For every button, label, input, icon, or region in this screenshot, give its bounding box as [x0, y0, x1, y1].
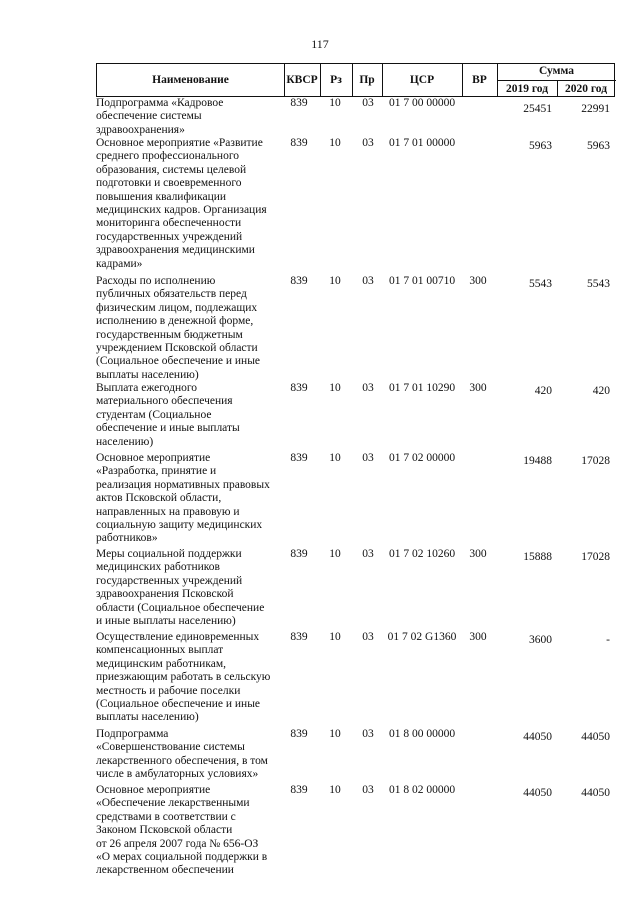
row-sum-2020: 44050 — [581, 787, 610, 799]
row-csr: 01 8 02 00000 — [388, 784, 456, 796]
row-vr: 300 — [469, 275, 487, 287]
row-sum-2020: - — [606, 634, 610, 646]
row-name: Основное мероприятие «Развитие среднего профессионального образования, системы целевой подготовки и своевременного повышения квалификации медицинских кадров. Организация мониторинга обеспеченности государственных учреждений здравоохранения медицинскими кадрами» — [96, 137, 267, 270]
row-pr: 03 — [362, 548, 374, 560]
row-pr: 03 — [362, 382, 374, 394]
row-rz: 10 — [329, 382, 341, 394]
row-pr: 03 — [362, 275, 374, 287]
row-pr: 03 — [362, 452, 374, 464]
row-kvsr: 839 — [290, 452, 308, 464]
row-rz: 10 — [329, 728, 341, 740]
row-sum-2020: 22991 — [581, 103, 610, 115]
row-pr: 03 — [362, 728, 374, 740]
row-name: Подпрограмма «Кадровое обеспечение системы здравоохранения» — [96, 97, 224, 136]
row-sum-2019: 5963 — [529, 140, 552, 152]
row-sum-2019: 44050 — [523, 731, 552, 743]
row-name: Осуществление единовременных компенсационных выплат медицинским работникам, приезжающим работать в сельскую местность и рабочие поселки (Социальное обеспечение и иные выплаты населению) — [96, 631, 271, 724]
row-csr: 01 7 02 00000 — [388, 452, 456, 464]
row-kvsr: 839 — [290, 97, 308, 109]
row-vr: 300 — [469, 548, 487, 560]
row-kvsr: 839 — [290, 137, 308, 149]
table-header — [96, 63, 615, 97]
row-sum-2019: 3600 — [529, 634, 552, 646]
row-kvsr: 839 — [290, 631, 308, 643]
row-name: Выплата ежегодного материального обеспечения студентам (Социальное обеспечение и иные выплаты населению) — [96, 382, 240, 448]
row-rz: 10 — [329, 784, 341, 796]
row-kvsr: 839 — [290, 784, 308, 796]
header-vr: ВР — [472, 74, 487, 86]
row-sum-2019: 25451 — [523, 103, 552, 115]
row-csr: 01 8 00 00000 — [388, 728, 456, 740]
row-pr: 03 — [362, 97, 374, 109]
row-rz: 10 — [329, 275, 341, 287]
row-name: Основное мероприятие «Обеспечение лекарственными средствами в соответствии с Законом Псковской области от 26 апреля 2007 года № 656-ОЗ «О мерах социальной поддержки в лекарственном обеспечении — [96, 784, 268, 877]
row-rz: 10 — [329, 452, 341, 464]
row-name: Основное мероприятие «Разработка, принятие и реализация нормативных правовых актов Псковской области, направленных на правовую и социальную защиту медицинских работников» — [96, 452, 270, 545]
row-name: Подпрограмма «Совершенствование системы лекарственного обеспечения, в том числе в амбулаторных условиях» — [96, 728, 268, 781]
row-csr: 01 7 02 G1360 — [387, 631, 457, 643]
row-sum-2019: 19488 — [523, 455, 552, 467]
row-sum-2020: 420 — [592, 385, 610, 397]
row-sum-2019: 5543 — [529, 278, 552, 290]
row-csr: 01 7 01 00000 — [388, 137, 456, 149]
row-rz: 10 — [329, 97, 341, 109]
row-vr: 300 — [469, 382, 487, 394]
header-sum: Сумма — [539, 65, 574, 77]
row-pr: 03 — [362, 631, 374, 643]
row-rz: 10 — [329, 137, 341, 149]
header-2019: 2019 год — [505, 82, 549, 95]
row-sum-2019: 420 — [534, 385, 552, 397]
row-kvsr: 839 — [290, 548, 308, 560]
header-name: Наименование — [152, 74, 229, 86]
header-2020: 2020 год — [564, 82, 608, 95]
header-rz: Рз — [330, 74, 342, 86]
row-kvsr: 839 — [290, 275, 308, 287]
row-name: Расходы по исполнению публичных обязательств перед физическим лицом, подлежащих исполнению в денежной форме, государственным бюджетным учреждением Псковской области (Социальное обеспечение и иные выплаты населению) — [96, 275, 261, 381]
row-kvsr: 839 — [290, 382, 308, 394]
row-sum-2020: 5543 — [587, 278, 610, 290]
header-kvsr: КВСР — [286, 74, 318, 86]
page-number: 117 — [311, 37, 329, 51]
row-pr: 03 — [362, 137, 374, 149]
row-rz: 10 — [329, 548, 341, 560]
row-csr: 01 7 01 00710 — [388, 275, 456, 287]
row-csr: 01 7 01 10290 — [388, 382, 456, 394]
row-sum-2020: 44050 — [581, 731, 610, 743]
row-sum-2019: 44050 — [523, 787, 552, 799]
header-csr: ЦСР — [409, 74, 435, 86]
row-vr: 300 — [469, 631, 487, 643]
row-kvsr: 839 — [290, 728, 308, 740]
row-name: Меры социальной поддержки медицинских работников государственных учреждений здравоохранения Псковской области (Социальное обеспечение и иные выплаты населению) — [96, 548, 265, 628]
row-sum-2020: 17028 — [581, 551, 610, 563]
row-pr: 03 — [362, 784, 374, 796]
row-rz: 10 — [329, 631, 341, 643]
row-sum-2020: 5963 — [587, 140, 610, 152]
row-csr: 01 7 02 10260 — [388, 548, 456, 560]
row-sum-2019: 15888 — [523, 551, 552, 563]
row-sum-2020: 17028 — [581, 455, 610, 467]
header-pr: Пр — [359, 74, 375, 86]
row-csr: 01 7 00 00000 — [388, 97, 456, 109]
